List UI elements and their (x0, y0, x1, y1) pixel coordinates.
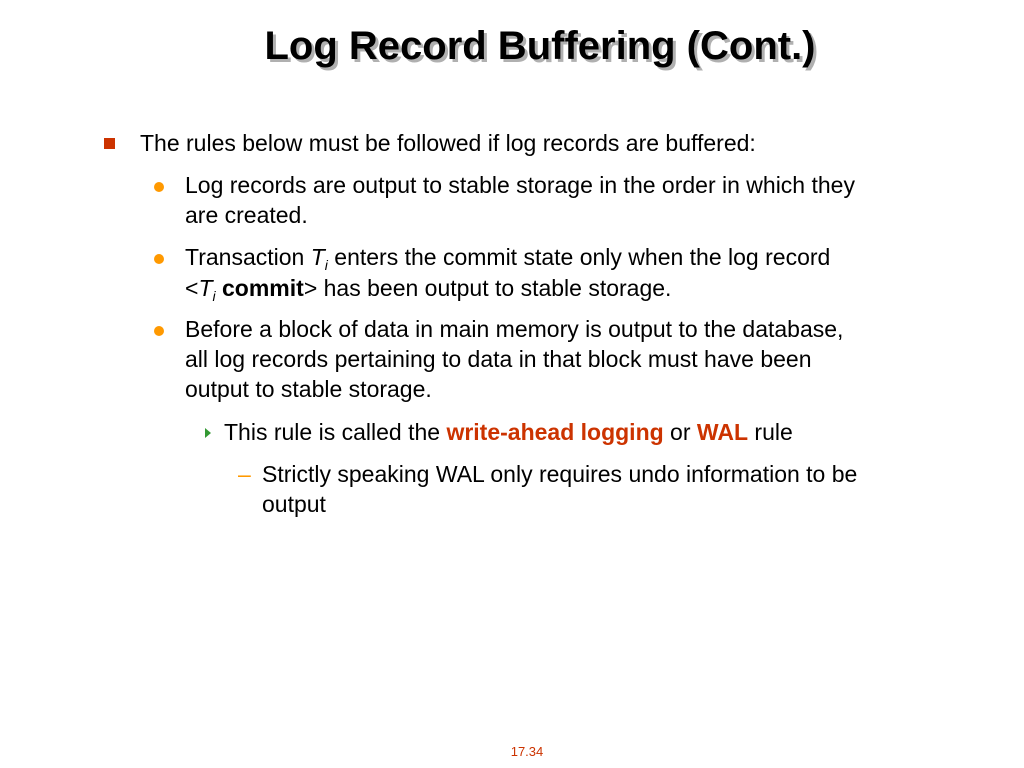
slide-title: Log Record Buffering (Cont.) (264, 24, 816, 68)
text: rule (748, 419, 793, 445)
wal-term: WAL (696, 419, 749, 445)
dot-bullet-icon (154, 182, 164, 192)
text: This rule is called the (224, 419, 447, 445)
text: Transaction (185, 244, 311, 270)
text: or (663, 419, 697, 445)
dash-item-line2: output (262, 491, 326, 517)
dot-bullet-icon (154, 254, 164, 264)
dash-item-line1: Strictly speaking WAL only requires undo information to be (262, 461, 858, 487)
sub-bullet-block-line2: all log records pertaining to data in that block must have been (185, 346, 812, 372)
square-bullet-icon (104, 138, 115, 149)
wal-rule-line (224, 417, 793, 448)
ti-subscript: i (212, 288, 216, 304)
sub-bullet-order-line1: Log records are output to stable storage in the order in which they (185, 172, 855, 198)
ti-subscript: i (324, 257, 328, 273)
dash-bullet-icon: – (238, 461, 251, 487)
arrow-bullet-icon (205, 428, 211, 438)
text: enters the commit state only when the log record (327, 244, 831, 270)
write-ahead-logging-term: write-ahead logging (446, 419, 664, 445)
bullet-rules-intro: The rules below must be followed if log records are buffered: (140, 130, 756, 156)
lt-symbol: < (185, 275, 199, 301)
ti-symbol: T (310, 244, 325, 270)
sub-bullet-block-line3: output to stable storage. (185, 376, 432, 402)
ti-symbol: T (198, 275, 213, 301)
text: > has been output to stable storage. (303, 275, 672, 301)
page-number: 17.34 (510, 744, 544, 759)
sub-bullet-block-line1: Before a block of data in main memory is output to the database, (185, 316, 844, 342)
dot-bullet-icon (154, 326, 164, 336)
commit-keyword: commit (222, 275, 304, 301)
sub-bullet-order-line2: are created. (185, 202, 308, 228)
sub-bullet-commit-line2 (185, 273, 671, 312)
